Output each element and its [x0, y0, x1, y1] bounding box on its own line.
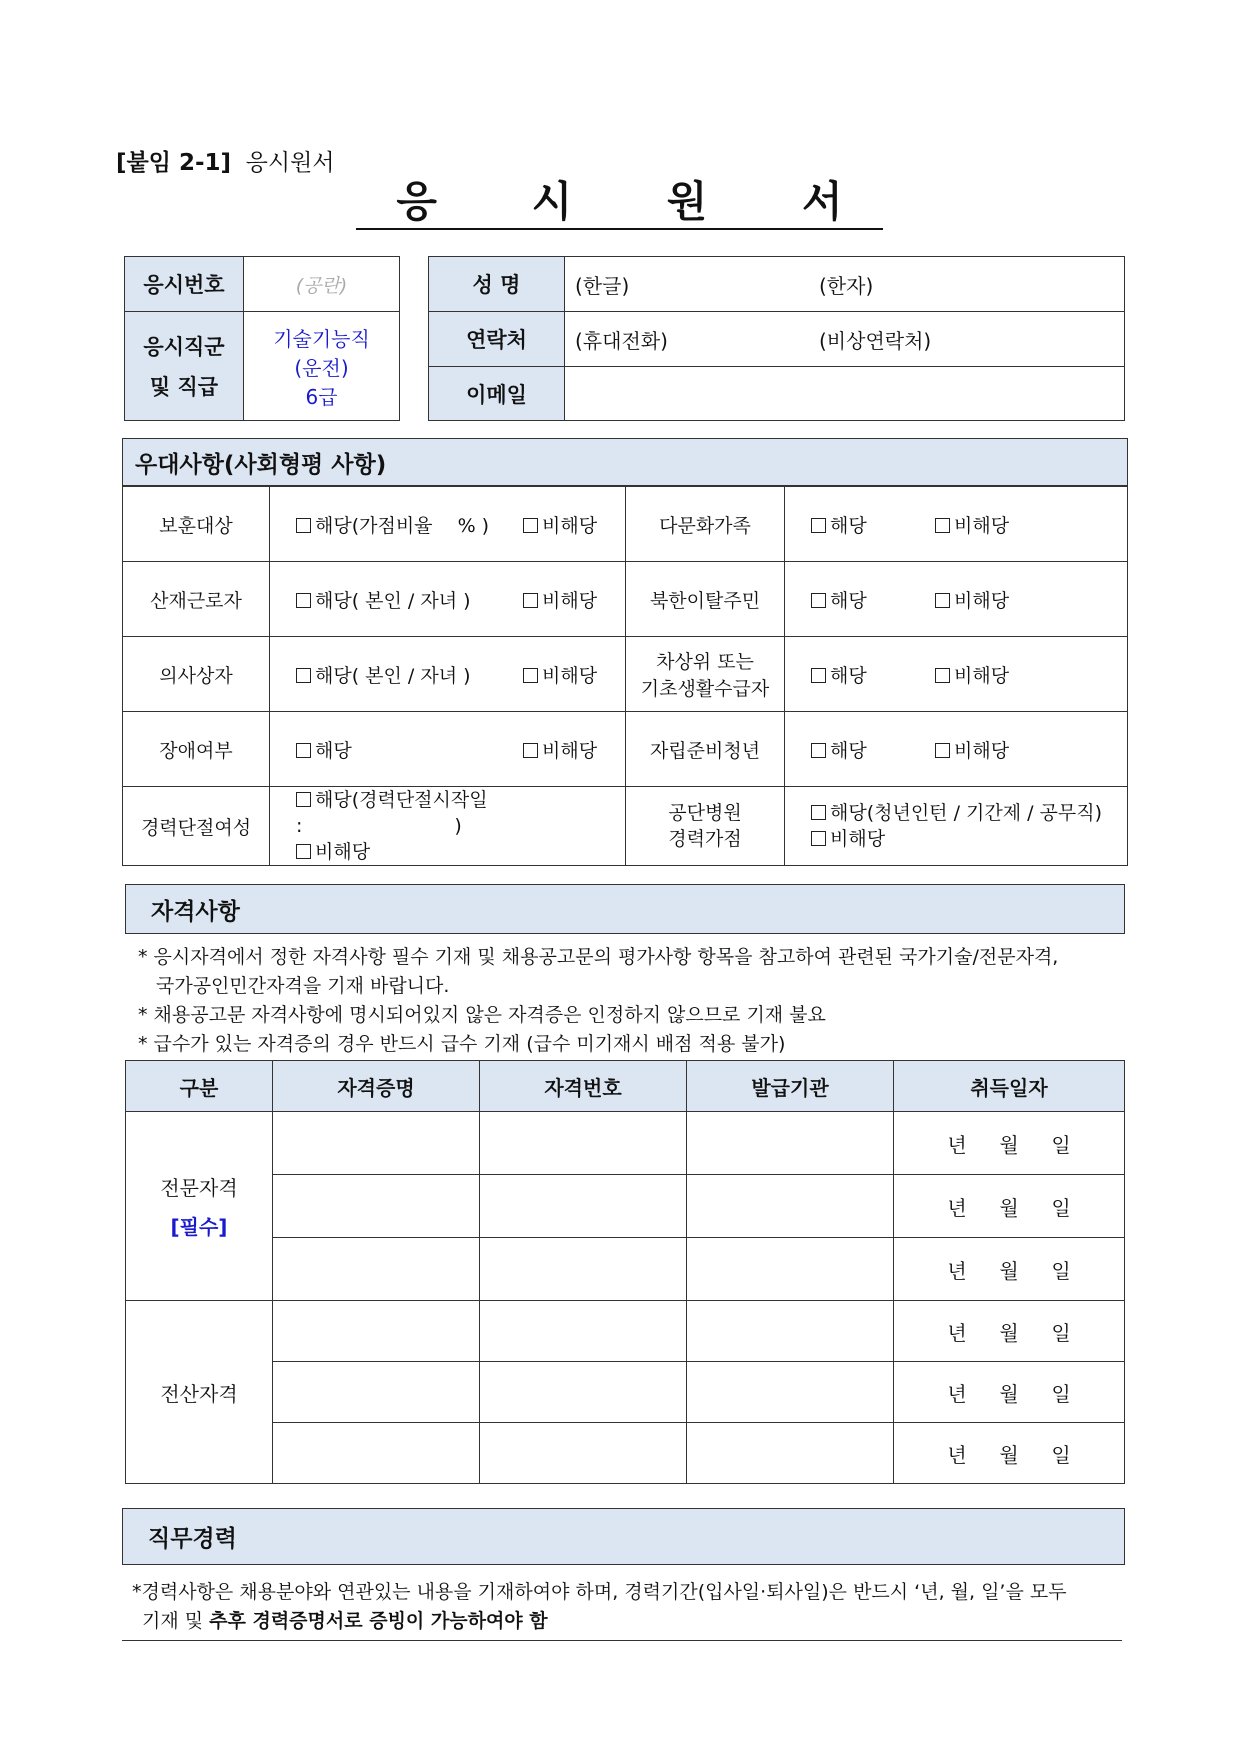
checkbox-icon[interactable]	[523, 593, 538, 608]
email-label: 이메일	[429, 367, 565, 421]
contact-field[interactable]: (휴대전화) (비상연락처)	[565, 312, 1125, 367]
checkbox-icon[interactable]	[523, 518, 538, 533]
career-note: *경력사항은 채용분야와 연관있는 내용을 기재하여야 하며, 경력기간(입사일·퇴사일)은 반드시 ‘년, 월, 일’을 모두 기재 및 추후 경력증명서로 증빙이 가능하여야 함	[132, 1581, 1067, 1632]
option-cell[interactable]: 해당 비해당	[785, 487, 1128, 562]
qualification-table	[125, 1060, 1125, 1484]
issuer-cell[interactable]	[687, 1238, 894, 1301]
date-cell[interactable]: 년 월 일	[894, 1423, 1125, 1484]
checkbox-icon[interactable]	[811, 668, 826, 683]
cert-number-cell[interactable]	[480, 1423, 687, 1484]
col-cert-number: 자격번호	[480, 1061, 687, 1112]
group-computer: 전산자격	[126, 1301, 273, 1484]
date-cell[interactable]: 년 월 일	[894, 1362, 1125, 1423]
cert-number-cell[interactable]	[480, 1301, 687, 1362]
issuer-cell[interactable]	[687, 1175, 894, 1238]
cert-name-cell[interactable]	[273, 1423, 480, 1484]
issuer-cell[interactable]	[687, 1362, 894, 1423]
option-cell[interactable]: 해당 비해당	[270, 712, 626, 787]
checkbox-icon[interactable]	[811, 831, 826, 846]
checkbox-icon[interactable]	[296, 593, 311, 608]
col-acquired-date: 취득일자	[894, 1061, 1125, 1112]
cert-name-cell[interactable]	[273, 1301, 480, 1362]
cert-number-cell[interactable]	[480, 1112, 687, 1175]
checkbox-icon[interactable]	[296, 518, 311, 533]
date-cell[interactable]: 년 월 일	[894, 1301, 1125, 1362]
position-value: 기술기능직 (운전) 6급	[244, 312, 400, 421]
email-field[interactable]	[565, 367, 1125, 421]
pref-label: 보훈대상	[123, 487, 270, 562]
number-label: 응시번호	[125, 257, 244, 312]
checkbox-icon[interactable]	[811, 593, 826, 608]
checkbox-icon[interactable]	[811, 743, 826, 758]
pref-label: 다문화가족	[626, 487, 785, 562]
pref-label: 의사상자	[123, 637, 270, 712]
checkbox-icon[interactable]	[296, 743, 311, 758]
checkbox-icon[interactable]	[296, 792, 311, 807]
date-cell[interactable]: 년 월 일	[894, 1238, 1125, 1301]
option-cell[interactable]: 해당( 본인 / 자녀 ) 비해당	[270, 637, 626, 712]
checkbox-icon[interactable]	[935, 668, 950, 683]
option-cell[interactable]: 해당( 본인 / 자녀 ) 비해당	[270, 562, 626, 637]
issuer-cell[interactable]	[687, 1112, 894, 1175]
contact-label: 연락처	[429, 312, 565, 367]
pref-label: 북한이탈주민	[626, 562, 785, 637]
career-header: 직무경력	[122, 1508, 1125, 1565]
date-cell[interactable]: 년 월 일	[894, 1175, 1125, 1238]
cert-name-cell[interactable]	[273, 1112, 480, 1175]
option-cell[interactable]: 해당 비해당	[785, 637, 1128, 712]
applicant-number-table	[124, 256, 400, 421]
col-category: 구분	[126, 1061, 273, 1112]
checkbox-icon[interactable]	[523, 743, 538, 758]
checkbox-icon[interactable]	[935, 743, 950, 758]
option-cell[interactable]: 해당(가점비율 % ) 비해당	[270, 487, 626, 562]
page-title: 응 시 원 서	[0, 176, 1239, 230]
name-label: 성 명	[429, 257, 565, 312]
pref-label: 공단병원 경력가점	[626, 787, 785, 866]
pref-label: 경력단절여성	[123, 787, 270, 866]
position-label: 응시직군 및 직급	[125, 312, 244, 421]
option-cell[interactable]: 해당 비해당	[785, 562, 1128, 637]
pref-label: 장애여부	[123, 712, 270, 787]
bottom-rule	[122, 1640, 1122, 1641]
option-cell[interactable]: 해당(청년인턴 / 기간제 / 공무직) 비해당	[785, 787, 1128, 866]
checkbox-icon[interactable]	[935, 518, 950, 533]
cert-name-cell[interactable]	[273, 1362, 480, 1423]
checkbox-icon[interactable]	[296, 844, 311, 859]
date-cell[interactable]: 년 월 일	[894, 1112, 1125, 1175]
group-professional: 전문자격 [필수]	[126, 1112, 273, 1301]
preference-header: 우대사항(사회형평 사항)	[122, 438, 1128, 486]
option-cell[interactable]: 해당 비해당	[785, 712, 1128, 787]
cert-number-cell[interactable]	[480, 1175, 687, 1238]
issuer-cell[interactable]	[687, 1301, 894, 1362]
qualification-header: 자격사항	[125, 884, 1125, 934]
preference-table	[122, 486, 1128, 866]
checkbox-icon[interactable]	[523, 668, 538, 683]
col-issuer: 발급기관	[687, 1061, 894, 1112]
checkbox-icon[interactable]	[811, 518, 826, 533]
option-cell[interactable]: 해당(경력단절시작일 : ) 비해당	[270, 787, 626, 866]
checkbox-icon[interactable]	[811, 805, 826, 820]
cert-name-cell[interactable]	[273, 1238, 480, 1301]
issuer-cell[interactable]	[687, 1423, 894, 1484]
applicant-info-table	[428, 256, 1125, 421]
name-field[interactable]: (한글) (한자)	[565, 257, 1125, 312]
pref-label: 산재근로자	[123, 562, 270, 637]
col-cert-name: 자격증명	[273, 1061, 480, 1112]
cert-number-cell[interactable]	[480, 1238, 687, 1301]
attachment-label: [붙임 2-1] 응시원서	[116, 150, 335, 176]
checkbox-icon[interactable]	[935, 593, 950, 608]
number-field[interactable]: (공란)	[244, 257, 400, 312]
qualification-notes: * 응시자격에서 정한 자격사항 필수 기재 및 채용공고문의 평가사항 항목을 참고하여 관련된 국가기술/전문자격, 국가공인민간자격을 기재 바랍니다. * 채용공고문 자격사항에 명시되어있지 않은 자격증은 인정하지 않으므로 기재 불요 * 급수가 있는 자격증의 경우 반드시 급수 기재 (급수 미기재시 배점 적용 불가)	[138, 946, 1059, 1055]
checkbox-icon[interactable]	[296, 668, 311, 683]
cert-name-cell[interactable]	[273, 1175, 480, 1238]
pref-label: 차상위 또는 기초생활수급자	[626, 637, 785, 712]
pref-label: 자립준비청년	[626, 712, 785, 787]
cert-number-cell[interactable]	[480, 1362, 687, 1423]
